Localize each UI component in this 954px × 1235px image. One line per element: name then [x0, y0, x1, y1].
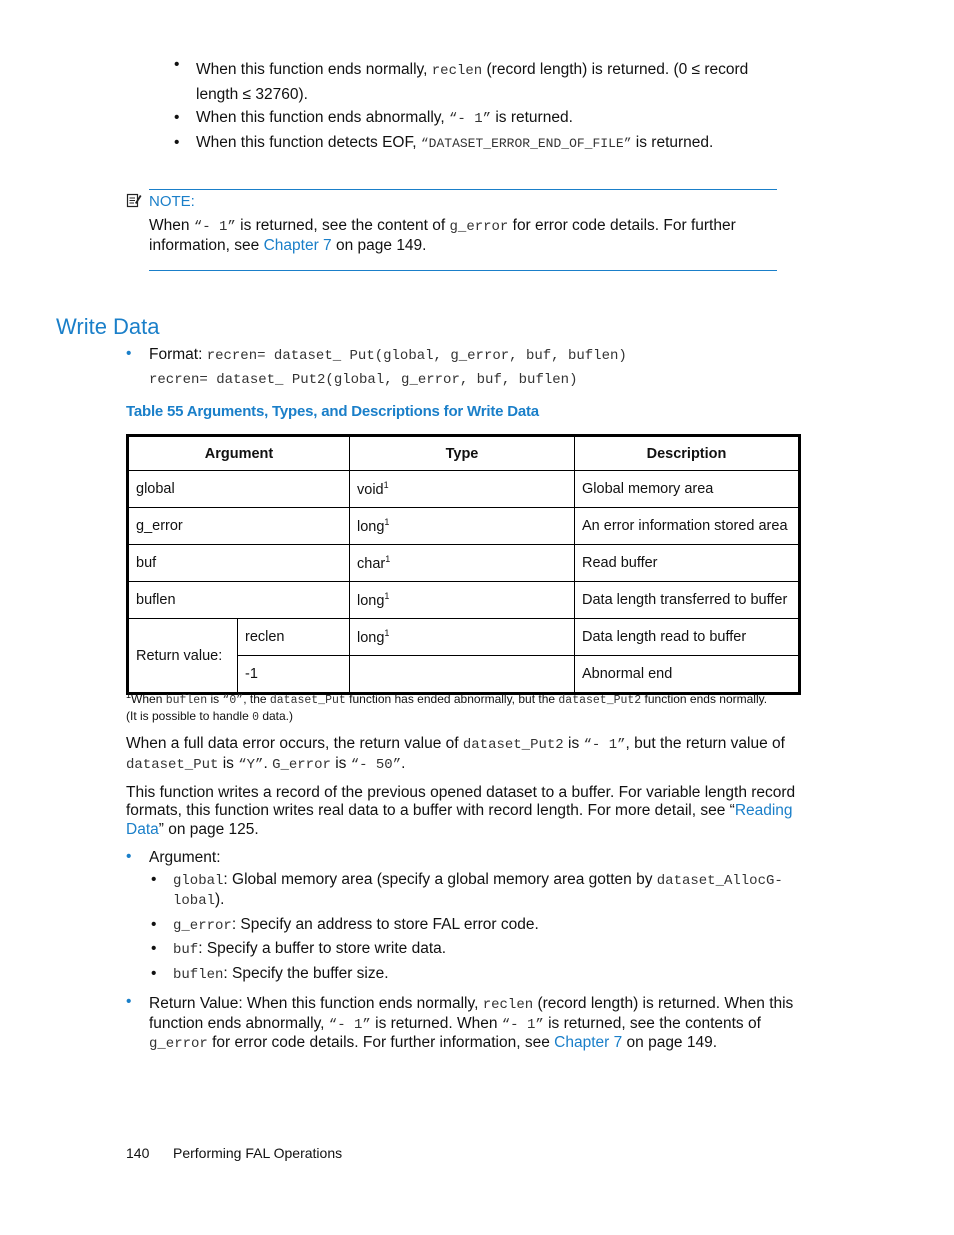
note-text-line2: information, see Chapter 7 on page 149. [149, 237, 427, 254]
argument-item-buf: buf: Specify a buffer to store write data. [173, 940, 447, 958]
bullet-marker: • [151, 871, 157, 888]
table-caption: Table 55 Arguments, Types, and Descriptions for Write Data [126, 403, 539, 420]
argument-item-g-error: g_error: Specify an address to store FAL error code. [173, 916, 539, 934]
argument-label: Argument: [149, 849, 221, 866]
cell-description: Abnormal end [575, 656, 800, 694]
header-description: Description [575, 436, 800, 471]
list-item-continuation: length ≤ 32760). [196, 86, 308, 103]
cell-sub-argument: -1 [238, 656, 350, 694]
cell-description: Global memory area [575, 471, 800, 508]
return-value-line3: g_error for error code details. For further information, see Chapter 7 on page 149. [149, 1034, 718, 1052]
bullet-marker: • [151, 916, 157, 933]
table-row [128, 582, 800, 619]
header-argument: Argument [128, 436, 350, 471]
cell-type: long$^1$ [350, 508, 575, 545]
footer-title: Performing FAL Operations [173, 1145, 343, 1161]
bullet-marker: • [174, 56, 180, 73]
reading-data-link-continued[interactable]: Data [126, 821, 159, 838]
cell-argument: g_error [128, 508, 350, 545]
reading-data-link[interactable]: Reading [734, 802, 793, 819]
cell-type: long$^1$ [350, 582, 575, 619]
cell-sub-argument: reclen [238, 619, 350, 656]
cell-type: void$^1$ [350, 471, 575, 508]
list-item: When this function ends normally, reclen (record length) is returned. (0 ≤ record [196, 61, 749, 79]
paragraph-full-data-error-line1: When a full data error occurs, the return value of dataset_Put2 is “- 1”, but the return value of [126, 735, 785, 753]
chapter-link[interactable]: Chapter 7 [263, 237, 332, 254]
table-row [128, 508, 800, 545]
bullet-marker: • [174, 109, 180, 126]
argument-item-buflen: buflen: Specify the buffer size. [173, 965, 389, 983]
cell-description: An error information stored area [575, 508, 800, 545]
cell-type [350, 656, 575, 694]
bullet-marker: • [174, 134, 180, 151]
header-type: Type [350, 436, 575, 471]
table-row [128, 471, 800, 508]
list-item: When this function detects EOF, “DATASET_ERROR_END_OF_FILE” is returned. [196, 134, 714, 151]
paragraph-full-data-error-line2: dataset_Put is “Y”. G_error is “- 50”. [126, 755, 406, 773]
bullet-marker: • [126, 848, 132, 865]
note-label: NOTE: [149, 193, 195, 210]
list-item: When this function ends abnormally, “- 1” is returned. [196, 109, 573, 127]
argument-item-global-continuation: lobal). [173, 891, 225, 909]
table-row [128, 619, 800, 656]
return-value-line2: function ends abnormally, “- 1” is returned. When “- 1” is returned, see the contents of [149, 1015, 761, 1033]
section-title: Write Data [56, 314, 160, 339]
cell-argument: buflen [128, 582, 350, 619]
format-line1: Format: recren= dataset_ Put(global, g_error, buf, buflen) [149, 346, 627, 364]
note-top-rule [149, 189, 777, 190]
cell-description: Data length transferred to buffer [575, 582, 800, 619]
bullet-marker: • [151, 940, 157, 957]
format-line2: recren= dataset_ Put2(global, g_error, buf, buflen) [149, 372, 578, 388]
chapter-link[interactable]: Chapter 7 [554, 1034, 623, 1051]
arguments-table [126, 434, 801, 695]
paragraph-description-line1: This function writes a record of the previous opened dataset to a buffer. For variable length record [126, 784, 796, 801]
paragraph-description-line3: Data” on page 125. [126, 821, 259, 838]
cell-return-label: Return value: [128, 619, 238, 694]
cell-description: Read buffer [575, 545, 800, 582]
table-row [128, 545, 800, 582]
bullet-marker: • [126, 345, 132, 362]
bullet-marker: • [126, 993, 132, 1010]
note-bottom-rule [149, 270, 777, 271]
return-value-line1: Return Value: When this function ends normally, reclen (record length) is returned. When this [149, 995, 794, 1013]
paragraph-description-line2: formats, this function writes real data to a buffer with record length. For more detail, see “Reading [126, 802, 793, 819]
cell-argument: global [128, 471, 350, 508]
table-header-row [128, 436, 800, 471]
bullet-marker: • [151, 965, 157, 982]
note-text-line1: When “- 1” is returned, see the content of g_error for error code details. For further [149, 217, 736, 235]
table-footnote-line1: $^1$When buflen is “0”, the dataset_Put function has ended abnormally, but the dataset_Put2 function ends normally. [126, 690, 768, 707]
note-icon [126, 192, 142, 213]
argument-item-global: global: Global memory area (specify a global memory area gotten by dataset_AllocG- [173, 871, 783, 889]
cell-type: char$^1$ [350, 545, 575, 582]
table-footnote-line2: (It is possible to handle 0 data.) [126, 709, 294, 724]
page-number: 140 [126, 1145, 150, 1161]
cell-description: Data length read to buffer [575, 619, 800, 656]
cell-type: long$^1$ [350, 619, 575, 656]
cell-argument: buf [128, 545, 350, 582]
